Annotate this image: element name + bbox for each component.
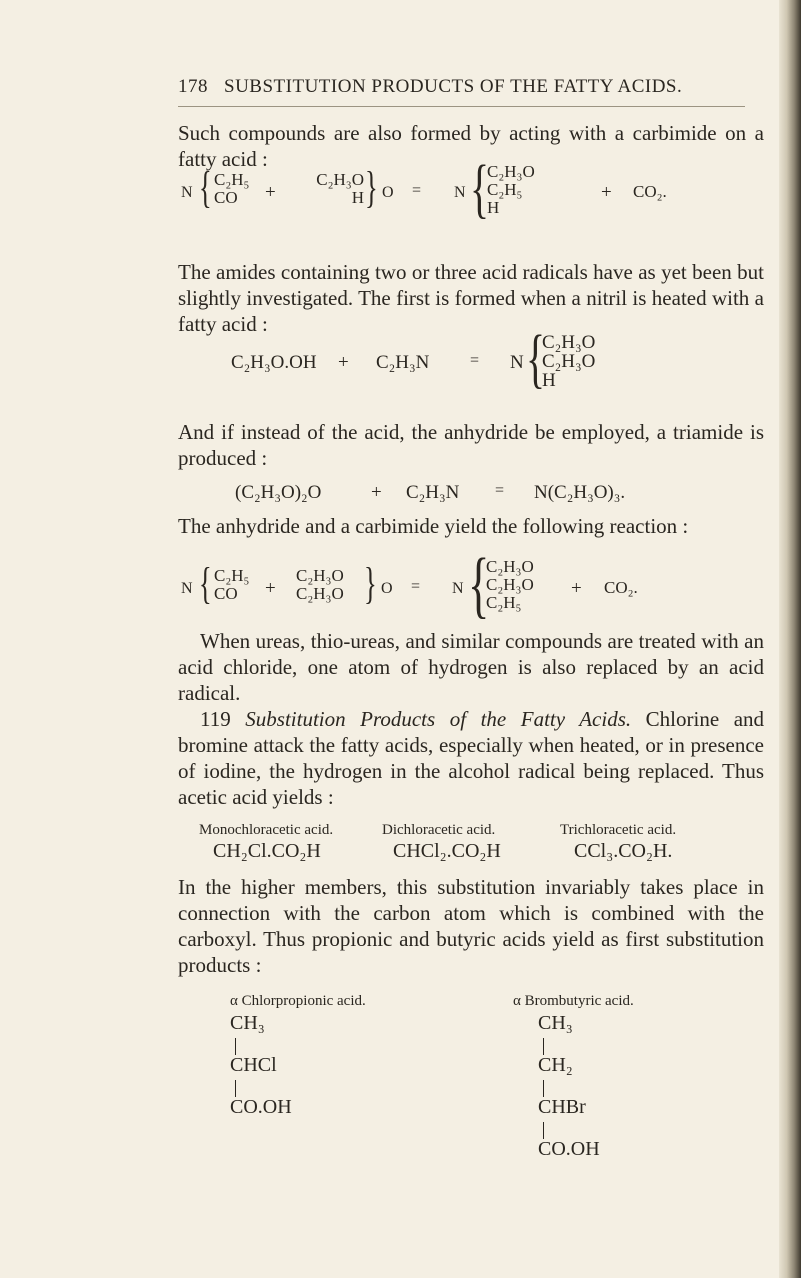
acid-name-tri: Trichloracetic acid. [560, 822, 677, 838]
eq1-left-bottom: CO [214, 188, 238, 207]
eq2-brace: { [526, 322, 546, 395]
eq3-equals: = [495, 482, 505, 499]
page-number: 178 [178, 76, 208, 97]
eq3-rhs: N(C₂H₃O)₃. [534, 482, 626, 503]
eq2-equals: = [470, 352, 480, 369]
eq1-brace-left: { [199, 163, 212, 212]
eq2-right-2: C₂H₃O [542, 351, 596, 372]
eq1-o: O [382, 184, 394, 201]
eq2-right-3: H [542, 370, 556, 391]
eq1-mid-top: C₂H₃O [316, 170, 364, 189]
acid-formula-di: CHCl₂.CO₂H [393, 840, 501, 862]
header-rule [178, 106, 745, 107]
eq2-right-stack [542, 333, 595, 390]
eq1-right-1: C₂H₃O [487, 162, 535, 181]
eq4-right-1: C₂H₃O [486, 557, 534, 576]
eq4-brace-right: } [364, 559, 377, 608]
eq4-o: O [381, 580, 393, 597]
struct2-bond-2 [543, 1080, 544, 1097]
eq4-co2: CO₂. [604, 578, 638, 597]
struct2-bond-1 [543, 1038, 544, 1055]
eq4-plus-1: + [265, 578, 276, 599]
acid-name-di: Dichloracetic acid. [382, 822, 496, 838]
eq3-plus: + [371, 482, 382, 503]
page-edge-shadow [779, 0, 801, 1278]
eq1-brace-right: } [365, 163, 378, 212]
struct1-line-3: CO.OH [230, 1096, 292, 1118]
eq2-right-1: C₂H₃O [542, 332, 596, 353]
eq4-n2: N [452, 580, 464, 597]
struct2-bond-3 [543, 1122, 544, 1139]
eq1-mid-stack [298, 171, 364, 207]
eq1-left-stack [214, 171, 249, 207]
section-number: 119 [200, 707, 231, 731]
section-title: Substitution Products of the Fatty Acids. [245, 707, 632, 731]
struct1-line-1: CH₃ [230, 1012, 265, 1034]
running-title: SUBSTITUTION PRODUCTS OF THE FATTY ACIDS. [224, 76, 683, 97]
struct1-line-2: CHCl [230, 1054, 277, 1076]
acid-name-mono: Monochloracetic acid. [199, 822, 334, 838]
eq1-right-3: H [487, 198, 500, 217]
eq4-mid-stack [296, 567, 344, 603]
paragraph-7: In the higher members, this substitution invariably takes place in connection with the carbon atom which is combined with the carboxyl. Thus propionic and butyric acids yield as first substitution products : [178, 875, 764, 977]
struct2-line-2: CH₂ [538, 1054, 573, 1076]
eq4-right-3: C₂H₅ [486, 593, 522, 612]
eq1-left-top: C₂H₅ [214, 170, 250, 189]
acid-formula-tri: CCl₃.CO₂H. [574, 840, 673, 862]
eq4-brace-big: { [468, 544, 490, 626]
paragraph-5: When ureas, thio-ureas, and similar compounds are treated with an acid chloride, one atom of hydrogen is also replaced by an acid radical. [178, 629, 764, 705]
paragraph-3: And if instead of the acid, the anhydride be employed, a triamide is produced : [178, 420, 764, 470]
eq1-n: N [181, 184, 193, 201]
eq1-plus-1: + [265, 182, 276, 203]
eq4-plus-2: + [571, 578, 582, 599]
eq4-equals: = [411, 578, 421, 595]
eq1-plus-2: + [601, 182, 612, 203]
eq2-n: N [510, 352, 524, 373]
paragraph-1: Such compounds are also formed by acting with a carbimide on a fatty acid : [178, 121, 764, 171]
eq1-right-stack [487, 163, 535, 217]
struct2-line-4: CO.OH [538, 1138, 600, 1160]
eq4-left-stack [214, 567, 249, 603]
eq4-brace-left: { [199, 559, 212, 608]
paragraph-6 [178, 706, 764, 810]
eq2-lhs: C₂H₃O.OH [231, 352, 317, 373]
eq3-mid: C₂H₃N [406, 482, 460, 503]
eq1-equals: = [412, 182, 422, 199]
eq3-lhs: (C₂H₃O)₂O [235, 482, 322, 503]
struct1-bond-2 [235, 1080, 236, 1097]
section-body: Chlorine and bromine attack the fatty acids, especially when heated, or in presence of iodine, the hydrogen in the alcohol radical being replaced. Thus acetic acid yields : [178, 707, 765, 809]
eq1-co2: CO₂. [633, 182, 667, 201]
eq1-mid-bottom: H [351, 188, 364, 207]
struct2-line-1: CH₃ [538, 1012, 573, 1034]
paragraph-4: The anhydride and a carbimide yield the following reaction : [178, 514, 689, 538]
eq4-n: N [181, 580, 193, 597]
eq4-mid-bottom: C₂H₃O [296, 584, 344, 603]
struct2-name: α Brombutyric acid. [513, 993, 634, 1009]
running-header [178, 76, 682, 98]
eq2-mid: C₂H₃N [376, 352, 430, 373]
struct2-line-3: CHBr [538, 1096, 586, 1118]
eq1-right-2: C₂H₅ [487, 180, 523, 199]
acid-formula-mono: CH₂Cl.CO₂H [213, 840, 321, 862]
eq4-mid-top: C₂H₃O [296, 566, 344, 585]
eq4-right-2: C₂H₃O [486, 575, 534, 594]
eq4-right-stack [486, 558, 534, 612]
eq1-n2: N [454, 184, 466, 201]
eq1-brace-big: { [470, 152, 490, 225]
eq4-left-bottom: CO [214, 584, 238, 603]
eq4-left-top: C₂H₅ [214, 566, 250, 585]
struct1-name: α Chlorpropionic acid. [230, 993, 366, 1009]
paragraph-2: The amides containing two or three acid radicals have as yet been but slightly investigated. The first is formed when a nitril is heated with a fatty acid : [178, 260, 764, 336]
struct1-bond-1 [235, 1038, 236, 1055]
eq2-plus: + [338, 352, 349, 373]
